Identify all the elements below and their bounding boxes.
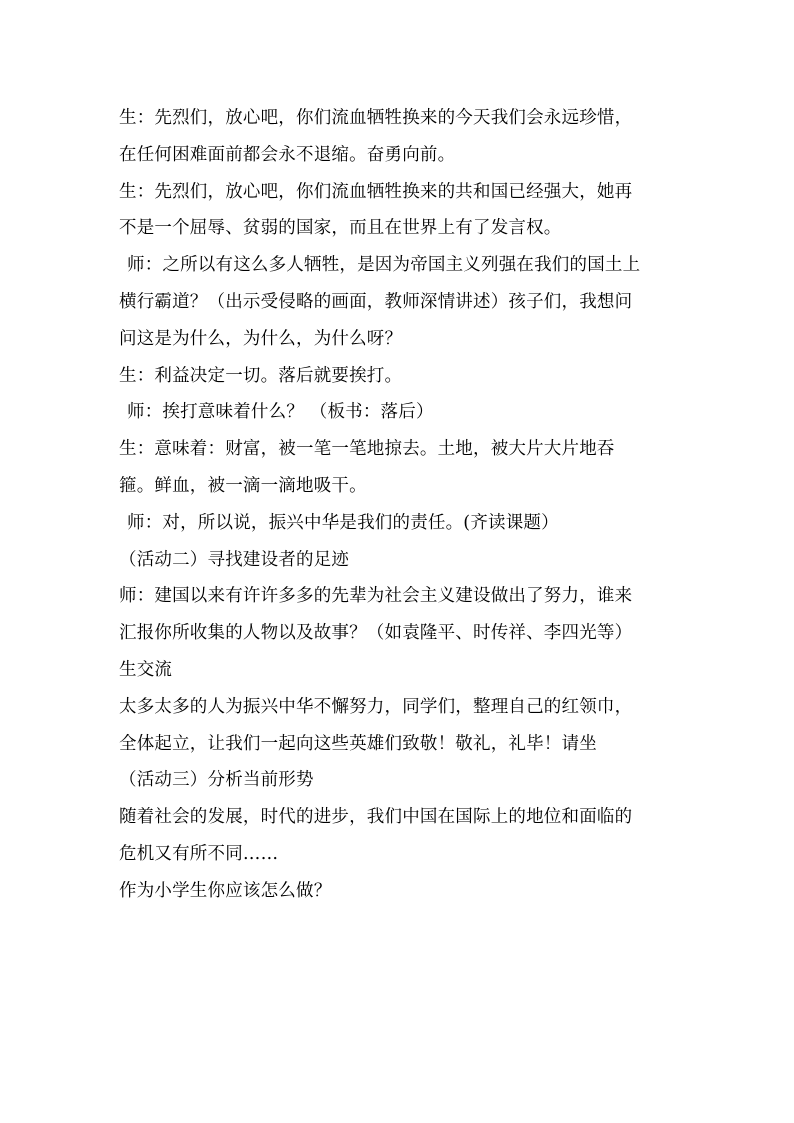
text-line: 问这是为什么，为什么，为什么呀？ bbox=[119, 328, 403, 349]
text-line: 危机又有所不同…… bbox=[119, 843, 279, 864]
text-line: 师：之所以有这么多人牺牲，是因为帝国主义列强在我们的国土上 bbox=[127, 255, 641, 276]
section-heading: （活动二）寻找建设者的足迹 bbox=[119, 549, 350, 570]
text-line: 作为小学生你应该怎么做？ bbox=[119, 880, 332, 901]
text-line: 汇报你所收集的人物以及故事？（如袁隆平、时传祥、李四光等） bbox=[119, 623, 633, 644]
text-line: 生交流 bbox=[119, 659, 173, 680]
text-line: 生：先烈们，放心吧，你们流血牺牲换来的共和国已经强大，她再 bbox=[119, 181, 633, 202]
text-line: 师：对，所以说，振兴中华是我们的责任。(齐读课题） bbox=[127, 512, 559, 533]
text-line: 生：利益决定一切。落后就要挨打。 bbox=[119, 365, 403, 386]
text-line: 生：先烈们，放心吧，你们流血牺牲换来的今天我们会永远珍惜， bbox=[119, 108, 633, 128]
text-line: 箍。鲜血，被一滴一滴地吸干。 bbox=[119, 475, 367, 496]
text-line: 在任何困难面前都会永不退缩。奋勇向前。 bbox=[119, 144, 456, 165]
text-line: 随着社会的发展，时代的进步，我们中国在国际上的地位和面临的 bbox=[119, 807, 633, 828]
text-line: 横行霸道？（出示受侵略的画面，教师深情讲述）孩子们，我想问 bbox=[119, 291, 633, 312]
text-line: 太多太多的人为振兴中华不懈努力，同学们，整理自己的红领巾， bbox=[119, 696, 633, 717]
document-body bbox=[119, 100, 689, 910]
text-line: 师：挨打意味着什么？ （板书：落后） bbox=[127, 402, 434, 423]
section-heading: （活动三）分析当前形势 bbox=[119, 770, 314, 791]
text-line: 师：建国以来有许许多多的先辈为社会主义建设做出了努力，谁来 bbox=[119, 586, 633, 607]
text-line: 生：意味着：财富，被一笔一笔地掠去。土地，被大片大片地吞 bbox=[119, 439, 615, 460]
text-line: 全体起立，让我们一起向这些英雄们致敬！敬礼，礼毕！请坐 bbox=[119, 733, 597, 754]
text-line: 不是一个屈辱、贫弱的国家，而且在世界上有了发言权。 bbox=[119, 218, 562, 239]
